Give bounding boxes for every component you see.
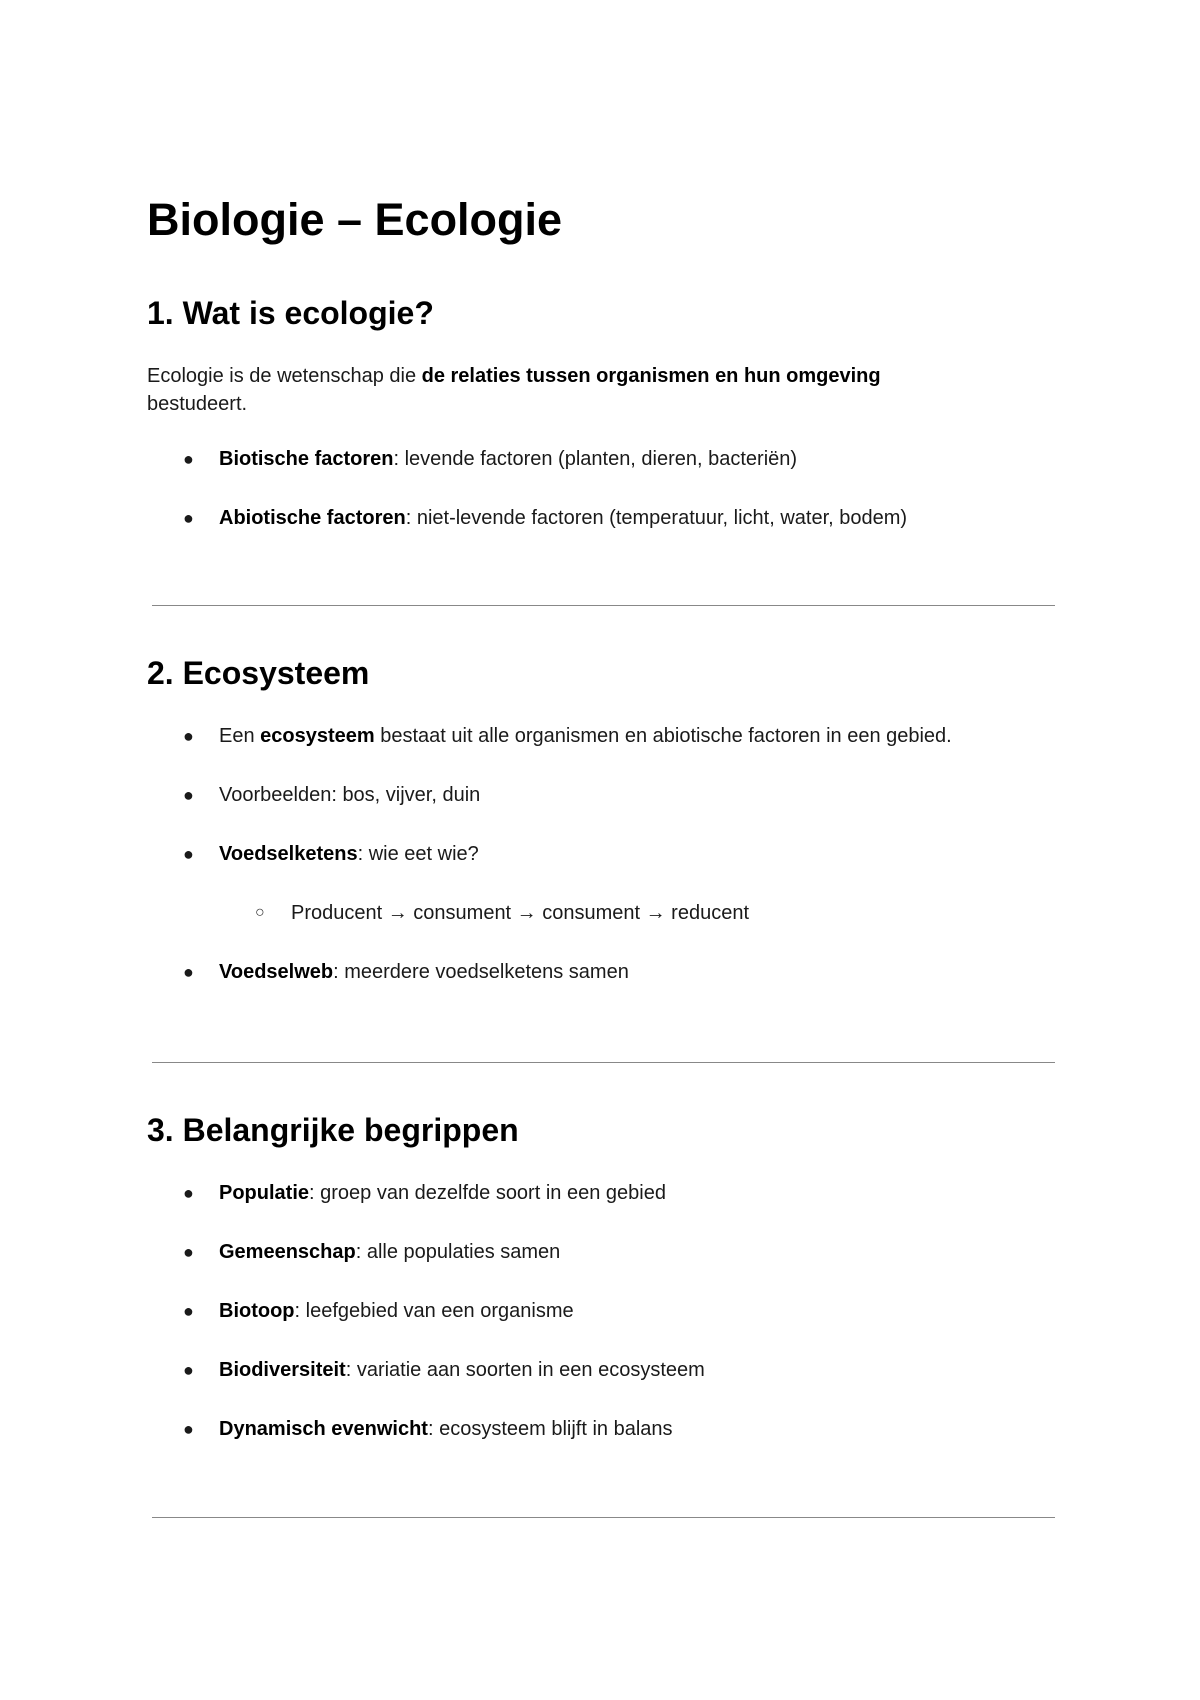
item-text-end: bestaat uit alle organismen en abiotische factoren in een gebied. — [374, 725, 952, 747]
section-1-heading: 1. Wat is ecologie? — [147, 295, 434, 331]
bullet-icon: ● — [183, 1419, 194, 1439]
item-text-start: Een — [219, 725, 261, 747]
bullet-icon: ● — [183, 1360, 194, 1380]
bullet-icon: ● — [183, 844, 194, 864]
bullet-icon: ● — [183, 449, 194, 469]
hollow-bullet-icon: ○ — [255, 904, 265, 921]
section-3-heading: 3. Belangrijke begrippen — [147, 1112, 519, 1148]
term-description: : meerdere voedselketens samen — [333, 961, 629, 983]
term-label: Voedselweb — [219, 961, 334, 983]
term-description: : levende factoren (planten, dieren, bacteriën) — [393, 448, 798, 470]
term-description: : variatie aan soorten in een ecosysteem — [345, 1359, 705, 1381]
term-description: : leefgebied van een organisme — [294, 1300, 574, 1322]
bullet-icon: ● — [183, 1183, 194, 1203]
section-divider — [152, 1517, 1055, 1518]
term-label: Biodiversiteit — [219, 1359, 346, 1381]
term-label: Abiotische factoren — [219, 507, 406, 529]
section-divider — [152, 605, 1055, 606]
bullet-icon: ● — [183, 1301, 194, 1321]
term-label: ecosysteem — [260, 725, 375, 747]
bullet-icon: ● — [183, 1242, 194, 1262]
section-1-intro — [147, 362, 1047, 418]
term-description: : ecosysteem blijft in balans — [427, 1418, 673, 1440]
term-description: : wie eet wie? — [357, 843, 479, 865]
intro-text-start: Ecologie is de wetenschap die — [147, 365, 422, 387]
term-label: Biotische factoren — [219, 448, 394, 470]
item-text: Voorbeelden: bos, vijver, duin — [219, 784, 481, 806]
term-label: Gemeenschap — [219, 1241, 356, 1263]
term-label: Voedselketens — [219, 843, 358, 865]
term-description: : alle populaties samen — [355, 1241, 561, 1263]
term-label: Biotoop — [219, 1300, 295, 1322]
bullet-icon: ● — [183, 785, 194, 805]
term-label: Dynamisch evenwicht — [219, 1418, 428, 1440]
bullet-icon: ● — [183, 508, 194, 528]
food-chain-text: Producent → consument → consument → reducent — [291, 902, 750, 924]
document-title: Biologie – Ecologie — [147, 194, 563, 245]
term-label: Populatie — [219, 1182, 310, 1204]
intro-text-end: bestudeert. — [147, 393, 248, 415]
bullet-icon: ● — [183, 726, 194, 746]
section-divider — [152, 1062, 1055, 1063]
term-description: : niet-levende factoren (temperatuur, licht, water, bodem) — [405, 507, 908, 529]
intro-text-bold: de relaties tussen organismen en hun omgeving — [421, 365, 881, 387]
section-2-heading: 2. Ecosysteem — [147, 655, 370, 691]
term-description: : groep van dezelfde soort in een gebied — [309, 1182, 666, 1204]
bullet-icon: ● — [183, 962, 194, 982]
